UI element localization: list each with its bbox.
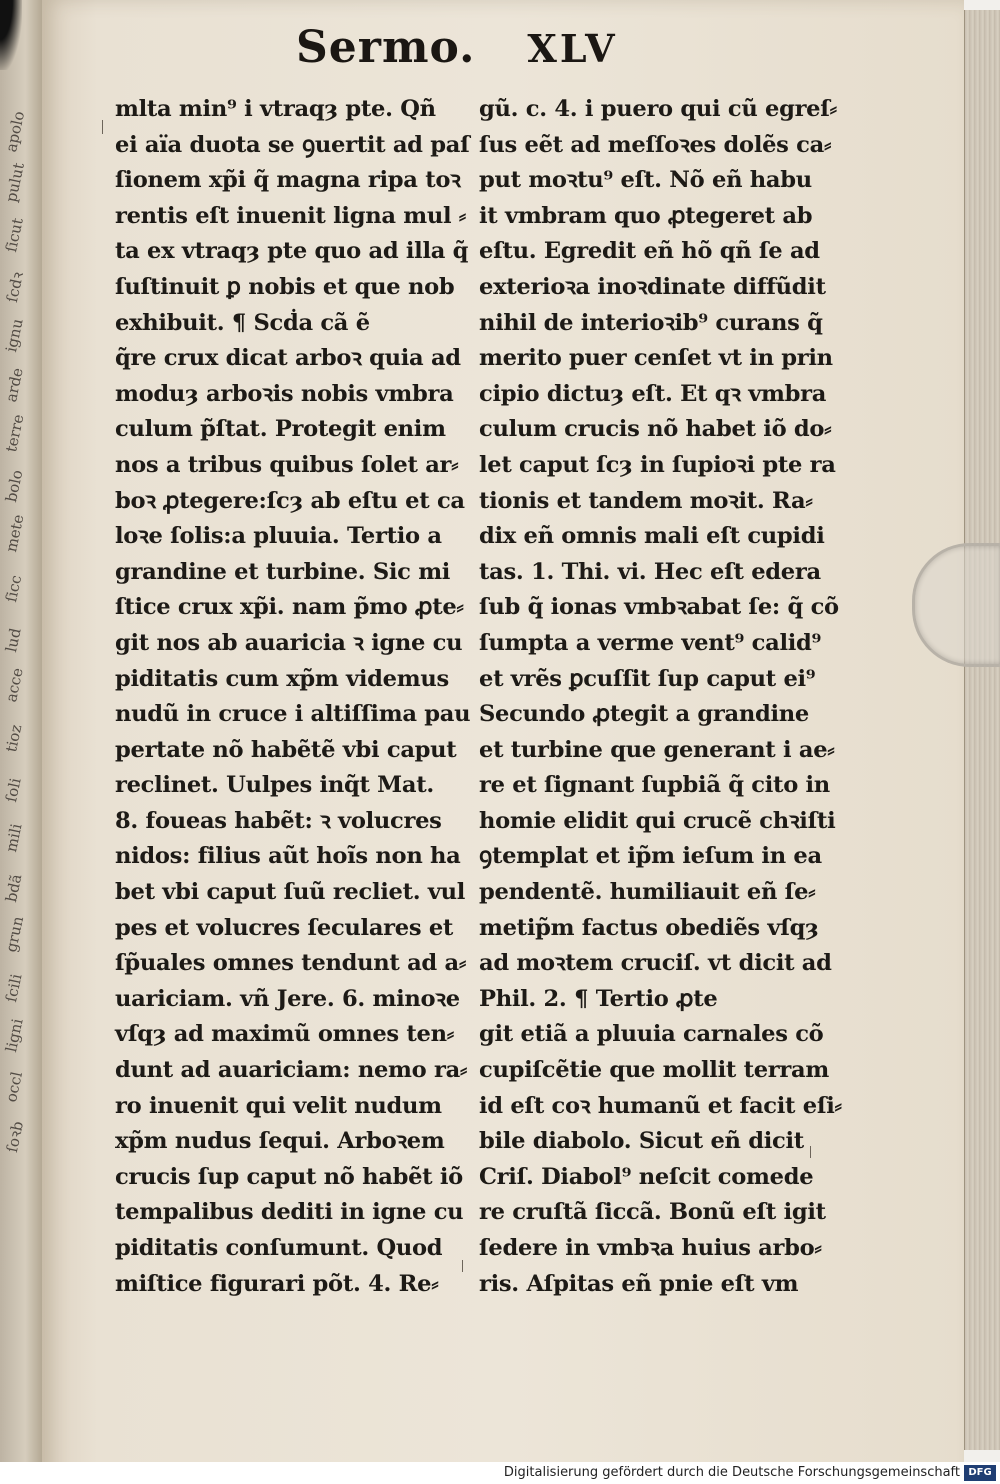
facing-page-fragment: pulut [2, 161, 28, 204]
margin-mark [102, 120, 103, 134]
text-line: tempalibus dediti in igne cu [115, 1199, 464, 1226]
facing-page-fragment: terre [2, 412, 28, 454]
text-line: bet vbi caput ſuũ recliet. vul [115, 879, 466, 906]
text-line: xp̃m nudus ſequi. Arboꝛem [115, 1128, 445, 1155]
facing-page-fragment: bolo [2, 468, 27, 504]
text-line: cupiſcẽtie que mollit terram [479, 1057, 829, 1084]
facing-page-fragment: mili [2, 822, 26, 854]
text-line: loꝛe ſolis:a pluuia. Tertio a [115, 523, 442, 550]
text-line: boꝛ ꝓtegere:ſcȝ ab eſtu et ca [115, 487, 465, 514]
text-line: metip̃m factus obediẽs vſqȝ [479, 914, 819, 941]
footer-credit: Digitalisierung gefördert durch die Deutsche Forschungsgemeinschaft [503, 1465, 960, 1480]
facing-page-fragment: ſcili [2, 972, 26, 1004]
text-line: et vrẽs ꝑcuſſit ſup caput ei⁹ [479, 665, 816, 692]
book-page [42, 0, 964, 1484]
text-line: ꝯtemplat et ip̃m ieſum in ea [479, 843, 822, 870]
facing-page-edge [0, 0, 42, 1484]
text-line: miſtice figurari põt. 4. Re⸗ [115, 1270, 439, 1297]
text-line: crucis ſup caput nõ habẽt iõ [115, 1163, 463, 1190]
text-line: nudũ in cruce i altiſſima pau [115, 701, 471, 728]
text-line: ſus eẽt ad meſſoꝛes dolẽs ca⸗ [479, 131, 832, 158]
facing-page-fragment: grun [2, 914, 28, 954]
text-line: exhibuit. ¶ Scḋa cã ẽ [115, 309, 370, 336]
text-line: et turbine que generant i ae⸗ [479, 736, 835, 763]
text-line: 8. foueas habẽt: ꝛ volucres [115, 807, 442, 834]
text-line: uariciam. vñ Jere. 6. minoꝛe [115, 985, 460, 1012]
text-line: re cruſtã ſiccã. Bonũ eſt igit [479, 1199, 826, 1226]
text-line: bile diabolo. Sicut eñ dicit [479, 1128, 804, 1155]
facing-page-fragment: ſoli [2, 776, 25, 804]
binding-shadow [0, 0, 22, 70]
text-line: dix eñ omnis mali eſt cupidi [479, 523, 825, 550]
facing-page-fragment: ſicc [2, 573, 26, 604]
text-line: dunt ad auariciam: nemo ra⸗ [115, 1057, 468, 1084]
facing-page-fragment: arde [2, 366, 27, 404]
text-line: ſumpta a verme vent⁹ calid⁹ [479, 629, 822, 656]
text-line: rentis eſt inuenit ligna mul ⸗ [115, 202, 467, 229]
text-line: merito puer cenſet vt in prin [479, 345, 833, 372]
margin-mark [462, 1260, 463, 1272]
text-line: put moꝛtu⁹ eſt. Nõ eñ habu [479, 167, 812, 194]
text-column-right [479, 92, 879, 1302]
text-line: git nos ab auaricia ꝛ igne cu [115, 629, 463, 656]
text-line: id eſt coꝛ humanũ et facit eſi⸗ [479, 1092, 842, 1119]
text-line: q̃re crux dicat arboꝛ quia ad [115, 345, 461, 372]
text-line: Criſ. Diabol⁹ neſcit comede [479, 1163, 814, 1190]
facing-page-fragment: ſoꝛb [2, 1119, 28, 1154]
text-line: culum crucis nõ habet iõ do⸗ [479, 416, 832, 443]
text-column-left [115, 92, 495, 1302]
text-line: gũ. c. 4. i puero qui cũ egreſ⸗ [479, 96, 837, 122]
text-line: nihil de interioꝛib⁹ curans q̃ [479, 309, 823, 336]
text-line: grandine et turbine. Sic mi [115, 558, 451, 585]
text-line: ro inuenit qui velit nudum [115, 1092, 442, 1119]
running-head [296, 22, 618, 73]
dfg-logo: DFG [964, 1465, 996, 1481]
facing-page-fragment: mete [2, 512, 28, 554]
text-line: ſub q̃ ionas vmbꝛabat ſe: q̃ cõ [479, 594, 839, 621]
text-line: moduȝ arboꝛis nobis vmbra [115, 380, 454, 407]
text-line: re et ſignant ſupbiã q̃ cito in [479, 772, 830, 799]
page-stack-edge [964, 10, 1000, 1450]
text-line: exterioꝛa inoꝛdinate diffũdit [479, 273, 826, 300]
text-line: ei aïa duota se ꝯuertit ad paſ [115, 131, 470, 158]
text-line: ſedere in vmbꝛa huius arbo⸗ [479, 1235, 822, 1261]
text-line: pendentẽ. humiliauit eñ ſe⸗ [479, 879, 816, 906]
text-line: culum p̃ſtat. Protegit enim [115, 416, 446, 443]
facing-page-fragment: occl [2, 1070, 26, 1104]
facing-page-fragment: apolo [2, 109, 29, 154]
facing-page-fragment: ignu [2, 317, 27, 354]
text-line: eſtu. Egredit eñ hõ qñ ſe ad [479, 238, 820, 265]
text-line: vſqȝ ad maximũ omnes ten⸗ [115, 1021, 454, 1048]
folio-number: XLV [527, 26, 618, 71]
text-line: git etiã a pluuia carnales cõ [479, 1021, 824, 1048]
text-line: pes et volucres ſeculares et [115, 914, 454, 941]
facing-page-fragment: ſcdꝛ [2, 270, 27, 304]
text-line: pertate nõ habẽtẽ vbi caput [115, 736, 457, 763]
digitization-footer [0, 1462, 1000, 1484]
text-line: tionis et tandem moꝛit. Ra⸗ [479, 487, 813, 514]
text-line: it vmbram quo ꝓtegeret ab [479, 202, 813, 229]
text-line: let caput ſcȝ in ſupioꝛi pte ra [479, 451, 836, 478]
text-line: nos a tribus quibus ſolet ar⸗ [115, 451, 459, 478]
text-line: nidos: filius aũt hoĩs non ha [115, 843, 461, 870]
facing-page-fragment: acce [2, 666, 27, 704]
text-line: Phil. 2. ¶ Tertio ꝓte [479, 985, 718, 1012]
text-line: ris. Aſpitas eñ pnie eſt vm [479, 1270, 799, 1297]
text-line: piditatis cum xp̃m videmus [115, 665, 449, 692]
facing-page-fragment: ligni [2, 1017, 27, 1054]
text-line: ſtice crux xp̃i. nam p̃mo ꝓte⸗ [115, 594, 464, 621]
page-title: Sermo. [296, 22, 476, 73]
facing-page-fragment: lud [2, 626, 25, 654]
text-line: ſp̃uales omnes tendunt ad a⸗ [115, 950, 467, 977]
facing-page-fragment: ſicut [2, 216, 27, 254]
text-line: ſionem xp̃i q̃ magna ripa toꝛ [115, 167, 461, 194]
text-line: cipio dictuȝ eſt. Et qꝛ vmbra [479, 380, 827, 407]
text-line: ad moꝛtem cruciſ. vt dicit ad [479, 950, 832, 977]
text-line: reclinet. Uulpes inq̃t Mat. [115, 772, 434, 799]
text-line: piditatis conſumunt. Quod [115, 1235, 443, 1261]
text-line: tas. 1. Thi. vi. Hec eſt edera [479, 558, 821, 585]
facing-page-fragment: bdã [2, 872, 26, 904]
text-line: mlta min⁹ i vtraqȝ pte. Qñ [115, 96, 436, 122]
margin-mark [810, 1146, 811, 1158]
text-line: ta ex vtraqȝ pte quo ad illa q̃ [115, 238, 469, 265]
text-line: ſuſtinuit ꝑ nobis et que nob [115, 273, 455, 300]
facing-page-fragment: tioz [2, 722, 26, 754]
text-line: homie elidit qui crucẽ chꝛiſti [479, 807, 836, 834]
text-line: Secundo ꝓtegit a grandine [479, 701, 809, 728]
